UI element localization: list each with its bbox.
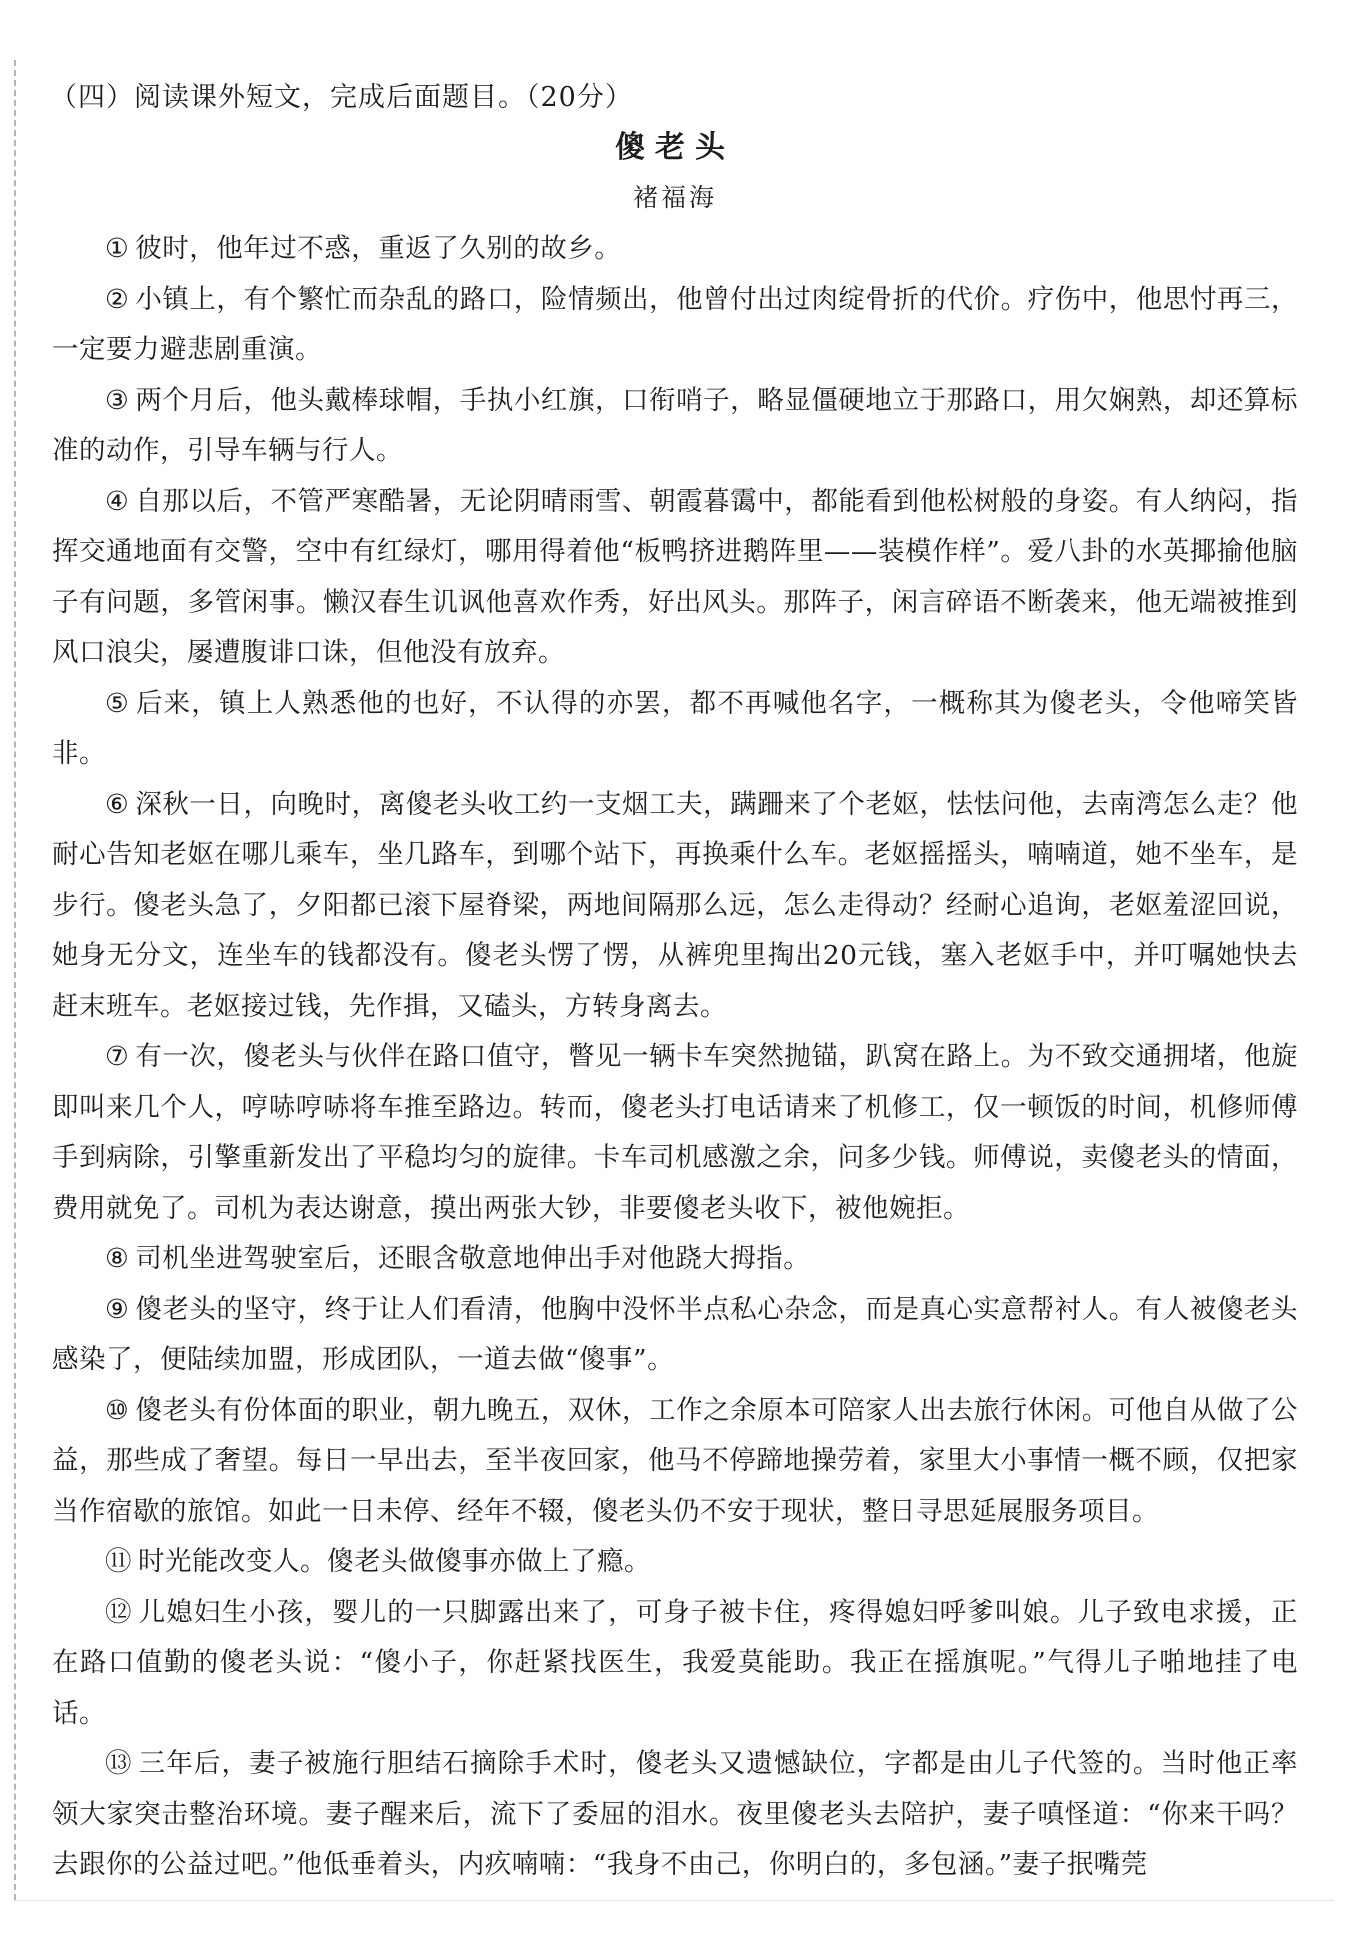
paragraph-9: [52, 1285, 1298, 1386]
paragraph-number: ⑨: [105, 1293, 130, 1325]
paragraph-number: ④: [105, 485, 130, 517]
margin-dashed-line: [14, 60, 16, 1900]
paragraph-text: 两个月后，他头戴棒球帽，手执小红旗，口衔哨子，略显僵硬地立于那路口，用欠娴熟，却还算标准的动作，引导车辆与行人。: [52, 384, 1299, 466]
paragraph-7: [52, 1032, 1298, 1234]
paragraph-text: 三年后，妻子被施行胆结石摘除手术时，傻老头又遗憾缺位，字都是由儿子代签的。当时他正率领大家突击整治环境。妻子醒来后，流下了委屈的泪水。夜里傻老头去陪护，妻子嗔怪道：“你来干吗？去跟你的公益过吧。”他低垂着头，内疚喃喃：“我身不由己，你明白的，多包涵。”妻子抿嘴莞: [52, 1748, 1299, 1880]
paragraph-number: ②: [105, 283, 130, 315]
paragraph-1: [52, 224, 1298, 275]
page-bottom-edge: [14, 1900, 1334, 1901]
paragraph-number: ⑩: [105, 1394, 130, 1426]
paragraph-10: [52, 1386, 1298, 1538]
article-author: 褚福海: [632, 183, 717, 212]
paragraph-number: ⑫: [105, 1596, 133, 1628]
paragraph-text: 傻老头的坚守，终于让人们看清，他胸中没怀半点私心杂念，而是真心实意帮衬人。有人被傻老头感染了，便陆续加盟，形成团队，一道去做“傻事”。: [52, 1293, 1299, 1375]
paragraph-number: ⑤: [105, 687, 130, 719]
article-body: [52, 224, 1298, 1891]
paragraph-number: ⑪: [105, 1546, 132, 1577]
paragraph-2: [52, 275, 1298, 376]
paragraph-text: 傻老头有份体面的职业，朝九晚五，双休，工作之余原本可陪家人出去旅行休闲。可他自从做了公益，那些成了奢望。每日一早出去，至半夜回家，他马不停蹄地操劳着，家里大小事情一概不顾，仅把家当作宿歇的旅馆。如此一日未停、经年不辍，傻老头仍不安于现状，整日寻思延展服务项目。: [52, 1394, 1299, 1527]
paragraph-4: [52, 477, 1298, 679]
paragraph-13: [52, 1739, 1298, 1891]
paragraph-text: 深秋一日，向晚时，离傻老头收工约一支烟工夫，蹒跚来了个老妪，怯怯问他，去南湾怎么走？他耐心告知老妪在哪儿乘车，坐几路车，到哪个站下，再换乘什么车。老妪摇摇头，喃喃道，她不坐车，是步行。傻老头急了，夕阳都已滚下屋脊梁，两地间隔那么远，怎么走得动？经耐心追询，老妪羞涩回说，她身无分文，连坐车的钱都没有。傻老头愣了愣，从裤兜里掏出20元钱，塞入老妪手中，并叮嘱她快去赶末班车。老妪接过钱，先作揖，又磕头，方转身离去。: [52, 788, 1299, 1022]
paragraph-3: [52, 376, 1298, 477]
paragraph-text: 儿媳妇生小孩，婴儿的一只脚露出来了，可身子被卡住，疼得媳妇呼爹叫娘。儿子致电求援，正在路口值勤的傻老头说：“傻小子，你赶紧找医生，我爱莫能助。我正在摇旗呢。”气得儿子啪地挂了电话。: [52, 1596, 1299, 1729]
paragraph-number: ⑥: [105, 788, 130, 820]
paragraph-text: 有一次，傻老头与伙伴在路口值守，瞥见一辆卡车突然抛锚，趴窝在路上。为不致交通拥堵，他旋即叫来几个人，哼哧哼哧将车推至路边。转而，傻老头打电话请来了机修工，仅一顿饭的时间，机修师傅手到病除，引擎重新发出了平稳均匀的旋律。卡车司机感激之余，问多少钱。师傅说，卖傻老头的情面，费用就免了。司机为表达谢意，摸出两张大钞，非要傻老头收下，被他婉拒。: [52, 1041, 1299, 1224]
paragraph-text: 自那以后，不管严寒酷暑，无论阴晴雨雪、朝霞暮霭中，都能看到他松树般的身姿。有人纳闷，指挥交通地面有交警，空中有红绿灯，哪用得着他“板鸭挤进鹅阵里——装模作样”。爱八卦的水英揶揄他脑子有问题，多管闲事。懒汉春生讥讽他喜欢作秀，好出风头。那阵子，闲言碎语不断袭来，他无端被推到风口浪尖，屡遭腹诽口诛，但他没有放弃。: [52, 485, 1299, 668]
paragraph-11: [52, 1537, 1298, 1588]
paragraph-number: ⑬: [105, 1748, 133, 1779]
paragraph-number: ⑦: [105, 1041, 130, 1072]
paragraph-text: 彼时，他年过不惑，重返了久别的故乡。: [135, 233, 622, 264]
paragraph-text: 后来，镇上人熟悉他的也好，不认得的亦罢，都不再喊他名字，一概称其为傻老头，令他啼笑皆非。: [52, 687, 1299, 769]
paragraph-5: [52, 679, 1298, 780]
paragraph-number: ①: [105, 233, 130, 264]
paragraph-number: ③: [105, 384, 130, 416]
article-title: 傻老头: [615, 130, 735, 165]
paragraph-12: [52, 1588, 1298, 1740]
paragraph-text: 小镇上，有个繁忙而杂乱的路口，险情频出，他曾付出过肉绽骨折的代价。疗伤中，他思忖再三，一定要力避悲剧重演。: [52, 283, 1299, 365]
section-heading: （四）阅读课外短文，完成后面题目。（20分）: [50, 82, 633, 113]
paragraph-8: [52, 1234, 1298, 1285]
paragraph-6: [52, 780, 1298, 1033]
paragraph-number: ⑧: [105, 1243, 130, 1274]
paragraph-text: 司机坐进驾驶室后，还眼含敬意地伸出手对他跷大拇指。: [135, 1243, 811, 1274]
paragraph-text: 时光能改变人。傻老头做傻事亦做上了瘾。: [138, 1546, 651, 1577]
